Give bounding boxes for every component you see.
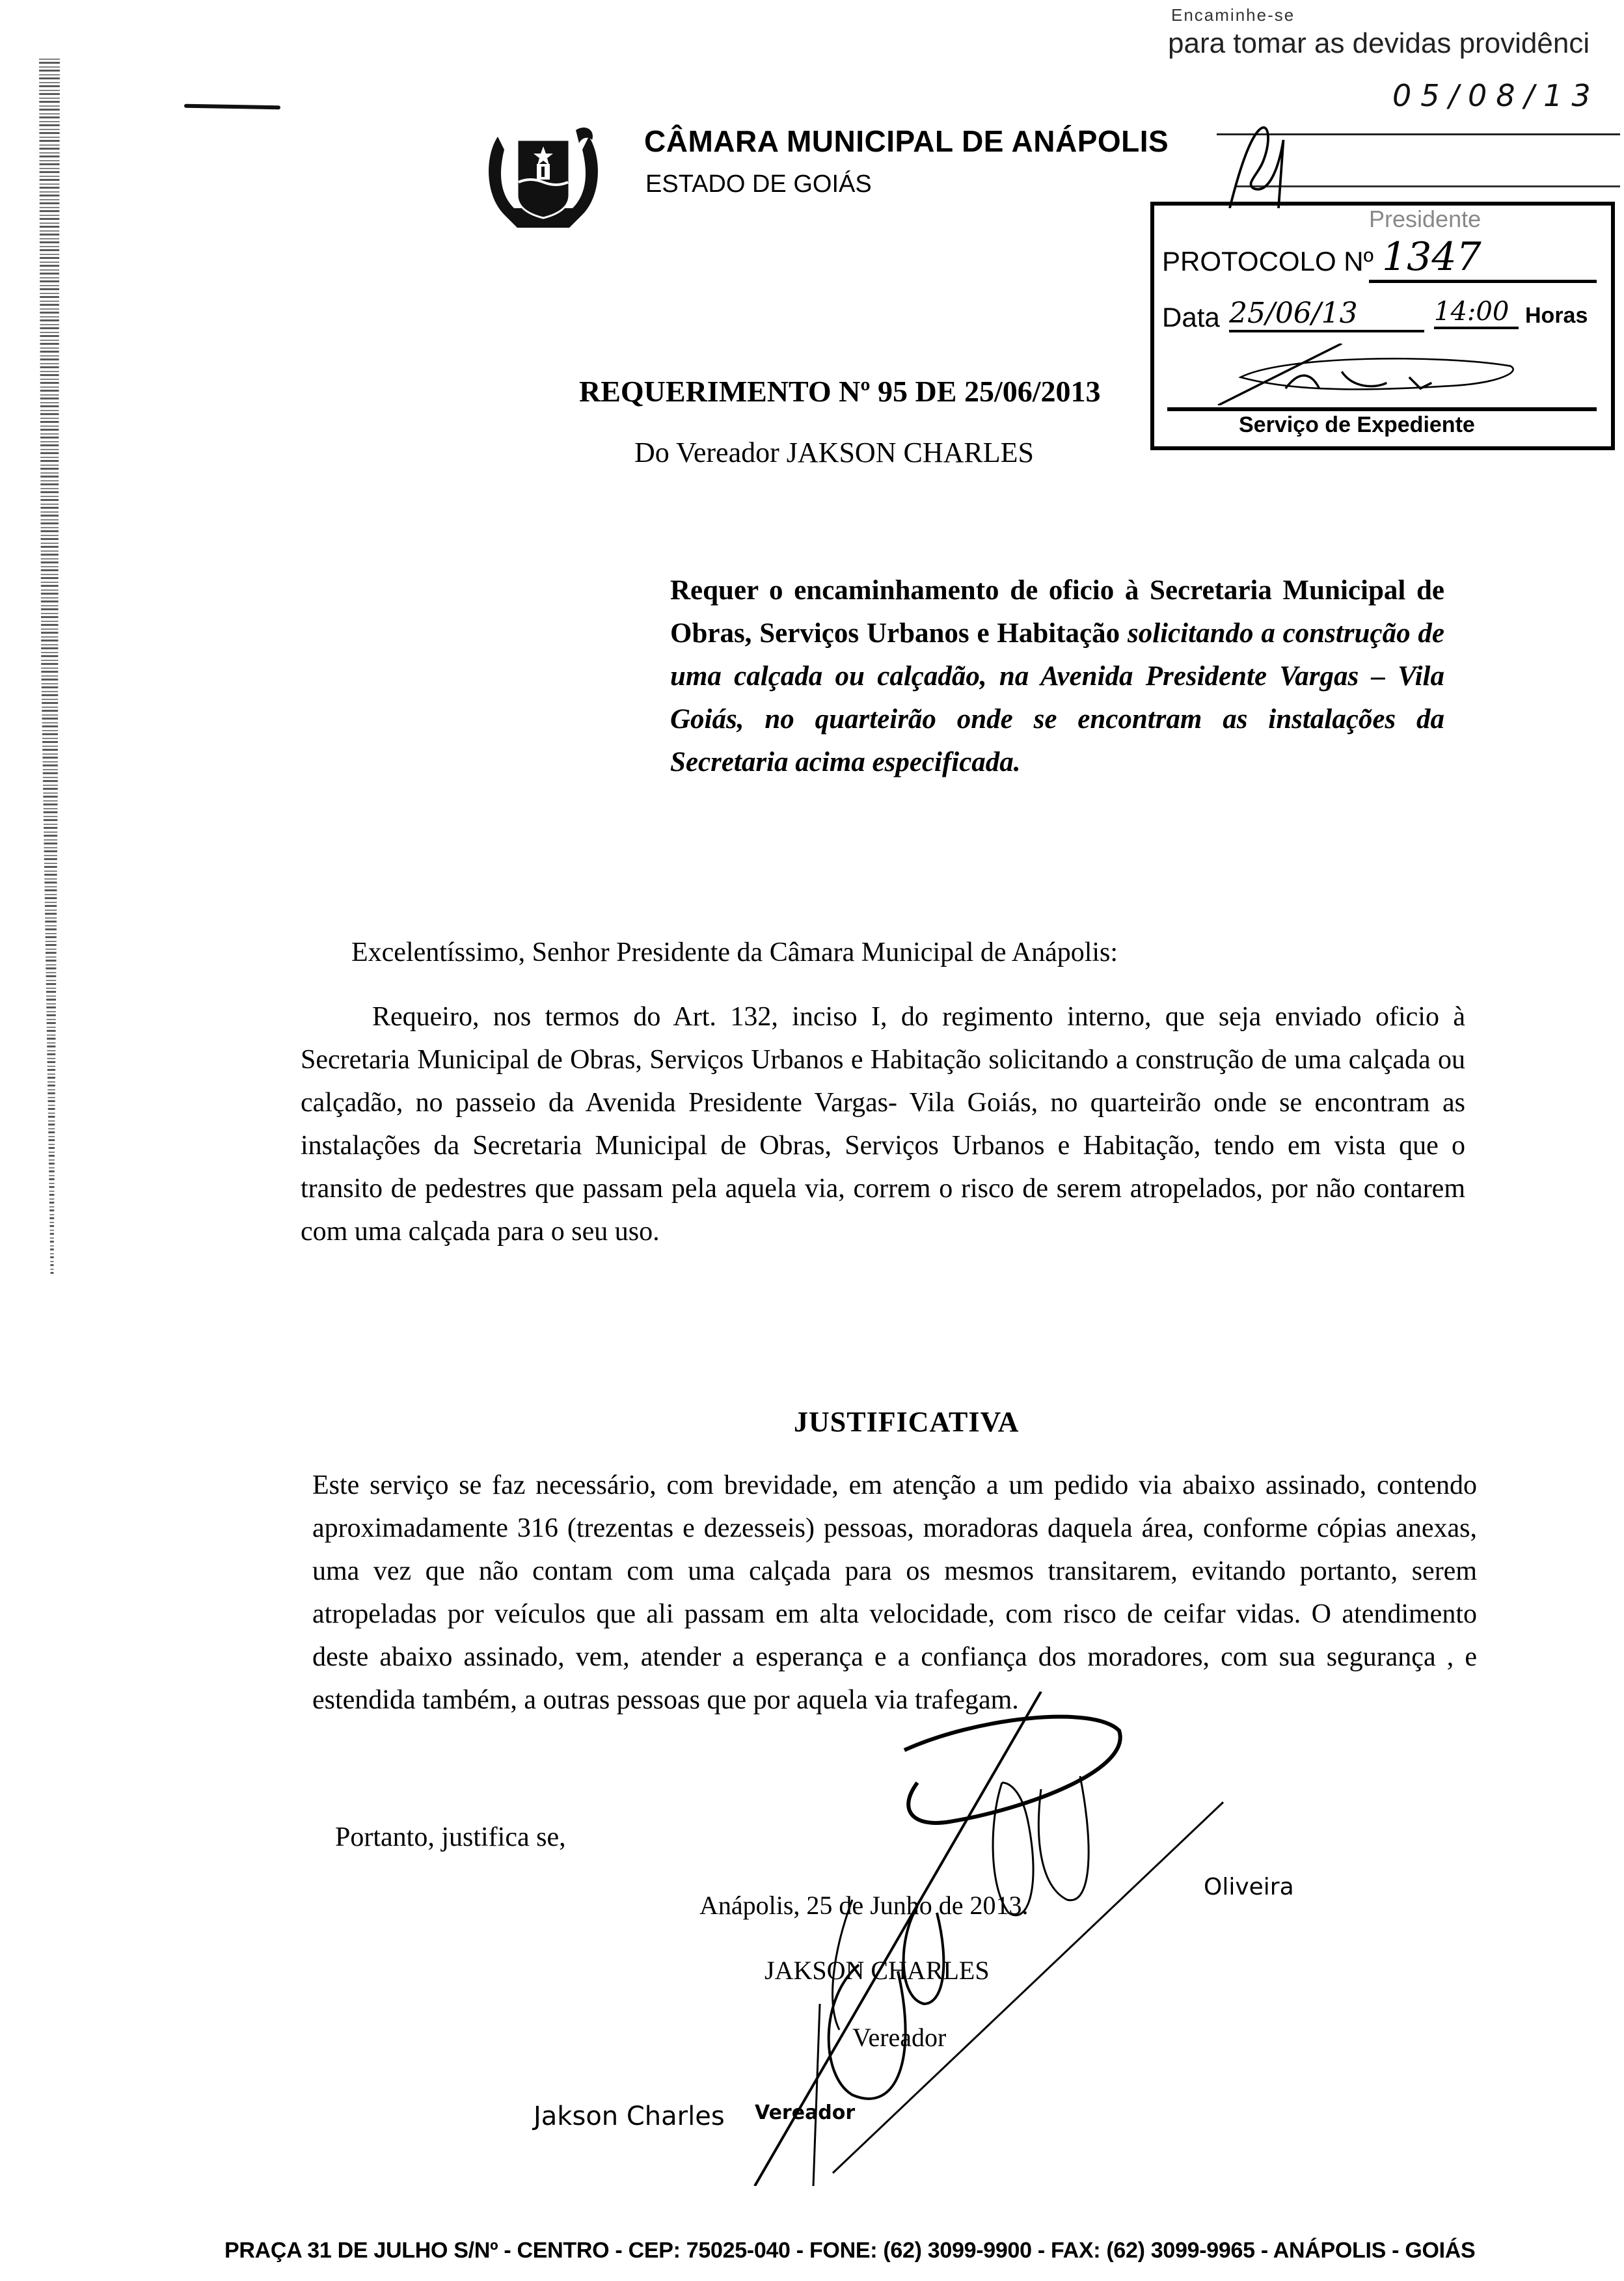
dispatch-date: 05/08/13 (1392, 78, 1600, 113)
time-value: 14:00 (1434, 297, 1519, 329)
dispatch-initials-signature (1217, 111, 1321, 208)
stamp-faint-text: Presidente (1369, 206, 1482, 232)
justification-heading: JUSTIFICATIVA (794, 1406, 1020, 1438)
dispatch-note: para tomar as devidas providênci (1168, 27, 1590, 59)
document-title: REQUERIMENTO Nº 95 DE 25/06/2013 (579, 375, 1101, 408)
footer-address: PRAÇA 31 DE JULHO S/Nº - CENTRO - CEP: 75025-040 - FONE: (62) 3099-9900 - FAX: (62) 3099-9965 - ANÁPOLIS - GOIÁS (224, 2238, 1476, 2263)
place-date: Anápolis, 25 de Junho de 2013. (699, 1891, 1029, 1920)
date-label: Data (1162, 302, 1220, 332)
state-name: ESTADO DE GOIÁS (645, 170, 872, 198)
scan-edge-artifact (39, 57, 60, 1274)
salutation: Excelentíssimo, Senhor Presidente da Câmara Municipal de Anápolis: (351, 938, 1118, 967)
ementa (670, 569, 1444, 784)
signature-stamp-surname: Oliveira (1204, 1874, 1294, 1900)
expediente-signature (1193, 344, 1558, 405)
signer-name: JAKSON CHARLES (765, 1956, 990, 1985)
justification-body: Este serviço se faz necessário, com brevidade, em atenção a um pedido via abaixo assinado, contendo aproximadamente 316 (trezentas e dezesseis) pessoas, moradoras daquela área, conforme cópias anexas, uma vez que não contam com uma calçada para os mesmos transitarem, evitando portanto, serem atropeladas por veículos que ali passam em alta velocidade, com risco de ceifar vidas. O atendimento deste abaixo assinado, vem, atender a esperança e a confiança dos moradores, com sua segurança , e estendida também, a outras pessoas que por aquela via trafegam. (312, 1470, 1477, 1715)
institution-name: CÂMARA MUNICIPAL DE ANÁPOLIS (644, 124, 1169, 158)
signature-stamp-name: Jakson Charles (534, 2101, 725, 2131)
date-value: 25/06/13 (1229, 297, 1424, 332)
dispatch-cut-text: Encaminhe-se (1171, 5, 1295, 25)
stamp-divider (1167, 407, 1597, 411)
signature-stamp-role: Vereador (755, 2101, 856, 2124)
scan-dash-mark (184, 104, 280, 110)
time-label: Horas (1525, 303, 1588, 328)
protocol-number: 1347 (1369, 234, 1597, 283)
ementa-italic: solicitando a construção de uma calçada ou calçadão, na Avenida Presidente Vargas – Vila Goiás, no quarteirão onde se encontram as instalações da Secretaria acima especificada. (670, 618, 1444, 777)
protocol-stamp (1150, 202, 1615, 450)
ementa-bold: Requer o encaminhamento de oficio à Secretaria Municipal de Obras, Serviços Urbanos e Habitação (670, 575, 1444, 649)
coat-of-arms-icon (478, 117, 608, 234)
closing: Portanto, justifica se, (335, 1822, 566, 1852)
protocol-label: PROTOCOLO Nº (1162, 246, 1374, 277)
stamp-footer-label: Serviço de Expediente (1239, 412, 1475, 437)
document-author: Do Vereador JAKSON CHARLES (634, 437, 1034, 468)
signer-role: Vereador (852, 2023, 947, 2052)
request-body: Requeiro, nos termos do Art. 132, inciso I, do regimento interno, que seja enviado oficio à Secretaria Municipal de Obras, Serviços Urbanos e Habitação solicitando a construção de uma calçada ou calçadão, no passeio da Avenida Presidente Vargas- Vila Goiás, no quarteirão onde se encontram as instalações da Secretaria Municipal de Obras, Serviços Urbanos e Habitação, tendo em vista que o transito de pedestres que passam pela aquela via, correm o risco de serem atropelados, por não contarem com uma calçada para o seu uso. (301, 1002, 1465, 1247)
